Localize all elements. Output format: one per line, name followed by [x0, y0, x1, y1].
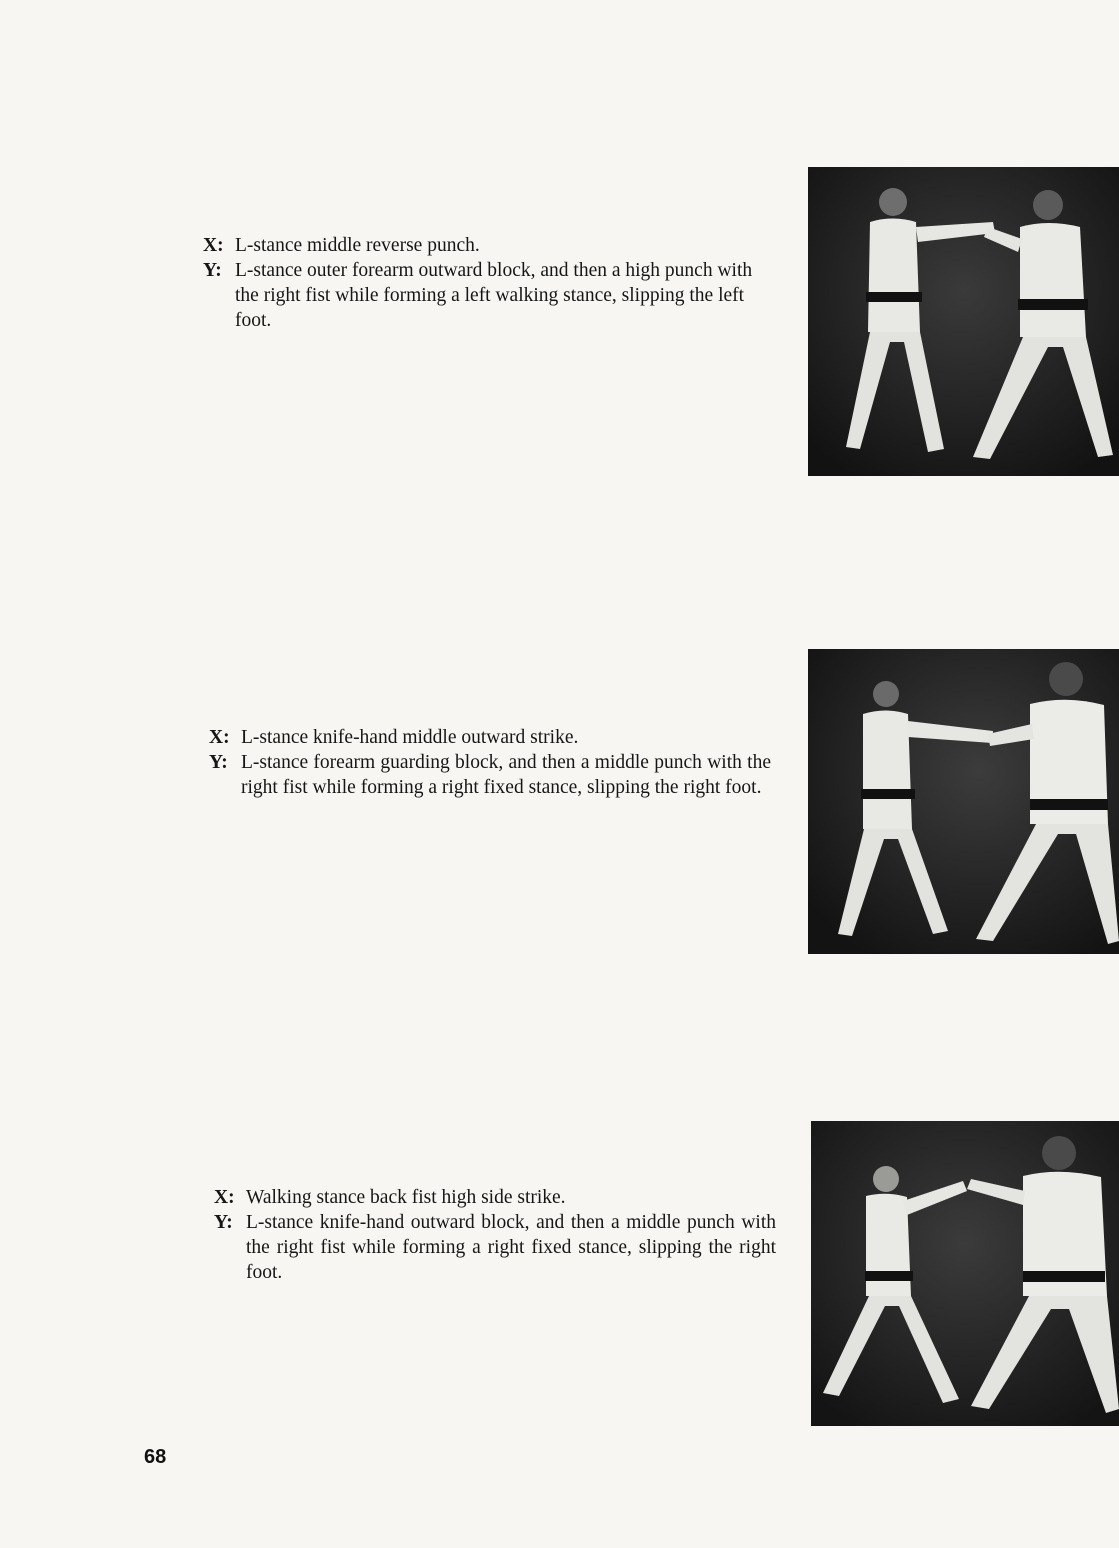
defender-y-entry	[214, 1210, 776, 1285]
attacker-x-label: X:	[209, 727, 230, 748]
technique-block-1	[203, 233, 770, 333]
defender-y-label: Y:	[214, 1212, 233, 1233]
defender-y-label: Y:	[209, 752, 228, 773]
technique-photo-1	[808, 167, 1119, 476]
technique-photo-3	[811, 1121, 1119, 1426]
page-number: 68	[144, 1446, 167, 1468]
attacker-x-entry	[209, 725, 771, 750]
defender-y-entry	[209, 750, 771, 800]
attacker-x-text: L-stance knife-hand middle outward strike.	[241, 727, 579, 748]
technique-photo-2	[808, 649, 1119, 954]
technique-block-3	[214, 1185, 776, 1285]
attacker-x-entry	[214, 1185, 776, 1210]
technique-block-2	[209, 725, 771, 800]
attacker-x-text: Walking stance back fist high side strike.	[246, 1187, 566, 1208]
defender-y-text: L-stance forearm guarding block, and then a middle punch with the right fist while forming a right fixed stance, slipping the right foot.	[241, 752, 771, 798]
attacker-x-text: L-stance middle reverse punch.	[235, 235, 480, 256]
attacker-x-label: X:	[203, 235, 224, 256]
attacker-x-label: X:	[214, 1187, 235, 1208]
attacker-x-entry	[203, 233, 770, 258]
defender-y-label: Y:	[203, 260, 222, 281]
defender-y-text: L-stance outer forearm outward block, and then a high punch with the right fist while forming a left walking stance, slipping the left foot.	[235, 260, 753, 331]
defender-y-text: L-stance knife-hand outward block, and then a middle punch with the right fist while forming a right fixed stance, slipping the right foot.	[246, 1212, 776, 1283]
defender-y-entry	[203, 258, 770, 333]
